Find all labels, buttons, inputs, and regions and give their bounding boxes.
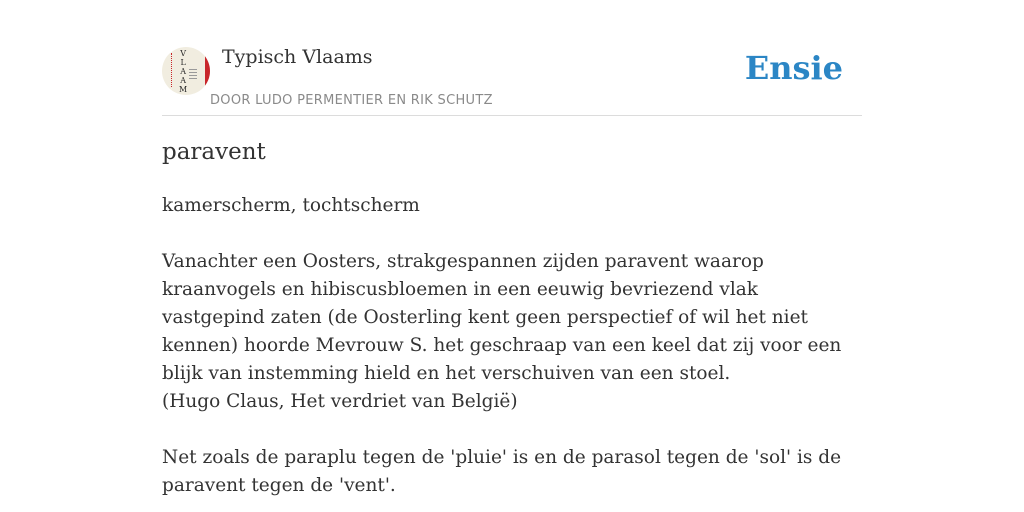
book-cover-icon[interactable] xyxy=(162,47,210,95)
entry-title: paravent xyxy=(162,139,266,165)
quote-citation: (Hugo Claus, Het verdriet van België) xyxy=(162,391,518,412)
brand-logo[interactable]: Ensie xyxy=(744,49,843,87)
entry-quote xyxy=(162,248,862,416)
synonyms-text: kamerscherm, tochtscherm xyxy=(162,195,420,216)
cover-stripe xyxy=(205,47,210,95)
explanation-text: Net zoals de paraplu tegen de 'pluie' is en de parasol tegen de 'sol' is de paravent tegen de 'vent'. xyxy=(162,447,842,496)
book-title[interactable]: Typisch Vlaams xyxy=(222,46,373,68)
book-authors: DOOR LUDO PERMENTIER EN RIK SCHUTZ xyxy=(210,93,493,108)
cover-text-lines xyxy=(189,69,197,79)
header xyxy=(162,44,862,116)
entry-explanation xyxy=(162,444,862,500)
entry-synonyms xyxy=(162,192,862,220)
cover-letters: V L A A M xyxy=(179,49,188,94)
cover-decoration xyxy=(171,53,174,87)
quote-text: Vanachter een Oosters, strakgespannen zijden paravent waarop kraanvogels en hibiscusbloemen in een eeuwig bevriezend vlak vastgepind zaten (de Oosterling kent geen perspectief of wil het niet kennen) hoorde Mevrouw S. het geschraap van een keel dat zij voor een blijk van instemming hield en het verschuiven van een stoel. xyxy=(162,251,842,384)
